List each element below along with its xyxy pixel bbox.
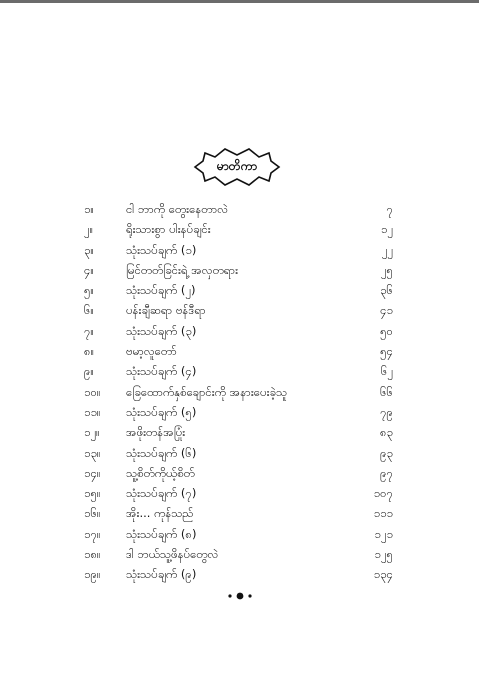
entry-page: ၁၁၁ [373,506,393,521]
entry-page: ၅၀ [380,323,393,338]
toc-entry[interactable] [0,524,479,544]
entry-number: ၆။ [84,303,94,318]
entry-page: ၅၄ [380,344,393,359]
entry-page: ၈၃ [379,425,393,440]
page-ornament-icon [225,588,255,604]
toc-entry[interactable] [0,199,479,219]
entry-title: သုံးသပ်ချက် (၄) [126,364,197,379]
entry-number: ၃။ [84,242,94,257]
toc-heading-badge [191,147,283,187]
entry-page: ၆၂ [380,364,393,379]
entry-page: ၄၁ [380,303,393,318]
entry-title: သုံးသပ်ချက် (၈) [126,526,197,541]
toc-entry[interactable] [0,280,479,300]
entry-page: ၇၉ [380,404,393,419]
entry-number: ၁၅။ [84,486,101,501]
entry-title: သုံးသပ်ချက် (၅) [126,404,197,419]
entry-title: ဒါ ဘယ်သူ့ဖိနပ်တွေလဲ [126,547,219,562]
toc-entry[interactable] [0,300,479,320]
entry-number: ၈။ [84,344,95,359]
toc-entry[interactable] [0,463,479,483]
entry-page: ၂၂ [381,242,393,257]
entry-title: ငါ ဘာကို တွေးနေတာလဲ [126,202,228,216]
entry-title: သုံးသပ်ချက် (၃) [126,323,197,338]
entry-title: သူ့စိတ်ကိုယ့်စိတ် [126,465,195,480]
toc-entry[interactable] [0,422,479,442]
entry-page: ၁၂ [380,222,393,237]
entry-page: ၃၆ [380,283,393,298]
entry-title: ပန်းချီဆရာ ဗန်ဒီရာ [126,303,206,318]
entry-page: ၁၀၇ [373,486,393,501]
entry-title: အဖိုးတန်အပြုံး [126,425,186,440]
toc-entry[interactable] [0,483,479,503]
entry-title: အိုး... ကုန်သည် [126,506,194,521]
entry-title: မြင်တတ်ခြင်းရဲ့ အလှတရား [126,262,239,277]
toc-entry[interactable] [0,361,479,381]
toc-entry[interactable] [0,321,479,341]
toc-entry[interactable] [0,443,479,463]
toc-entry[interactable] [0,260,479,280]
entry-page: ၁၃၄ [373,567,393,582]
entry-title: သုံးသပ်ချက် (၇) [126,486,197,501]
entry-number: ၁၈။ [84,547,101,562]
toc-entry[interactable] [0,382,479,402]
entry-page: ၁၂၁ [374,526,393,541]
entry-page: ၁၂၅ [374,547,393,562]
entry-title: သုံးသပ်ချက် (၂) [126,283,196,298]
table-of-contents [0,199,479,585]
toc-title: မာတိကာ [216,159,258,173]
toc-entry[interactable] [0,240,479,260]
entry-number: ၉။ [84,364,94,379]
toc-entry[interactable] [0,341,479,361]
toc-entry[interactable] [0,219,479,239]
toc-entry[interactable] [0,544,479,564]
entry-page: ၉၇ [380,465,393,480]
toc-entry[interactable] [0,402,479,422]
entry-number: ၂။ [84,222,94,237]
entry-number: ၁၇။ [84,526,101,541]
entry-page: ၇ [386,202,393,216]
entry-number: ၅။ [84,283,94,298]
entry-number: ၁၂။ [84,425,100,440]
entry-number: ၁၁။ [84,404,101,419]
entry-page: ၆၆ [380,384,393,399]
entry-number: ၁၄။ [84,465,101,480]
entry-title: သုံးသပ်ချက် (၆) [126,445,197,460]
entry-number: ၁၃။ [84,445,101,460]
entry-title: သုံးသပ်ချက် (၉) [126,567,197,582]
toc-entry[interactable] [0,503,479,523]
entry-number: ၁၀။ [84,384,101,399]
entry-number: ၁။ [84,202,94,216]
entry-number: ၇။ [84,323,94,338]
entry-number: ၄။ [84,262,94,277]
entry-title: ခြေထောက်နှစ်ချောင်းကို အနားပေးခဲ့သူ [126,384,288,399]
entry-page: ၉၃ [380,445,393,460]
entry-page: ၂၅ [380,262,393,277]
entry-title: ရိုးသားစွာ ပါးနပ်ချင်း [126,222,211,237]
toc-entry[interactable] [0,564,479,584]
entry-title: ဗမာ့လူတော် [126,344,177,359]
entry-number: ၁၆။ [84,506,101,521]
entry-number: ၁၉။ [84,567,101,582]
page-top-border [0,0,479,3]
entry-title: သုံးသပ်ချက် (၁) [126,242,197,257]
